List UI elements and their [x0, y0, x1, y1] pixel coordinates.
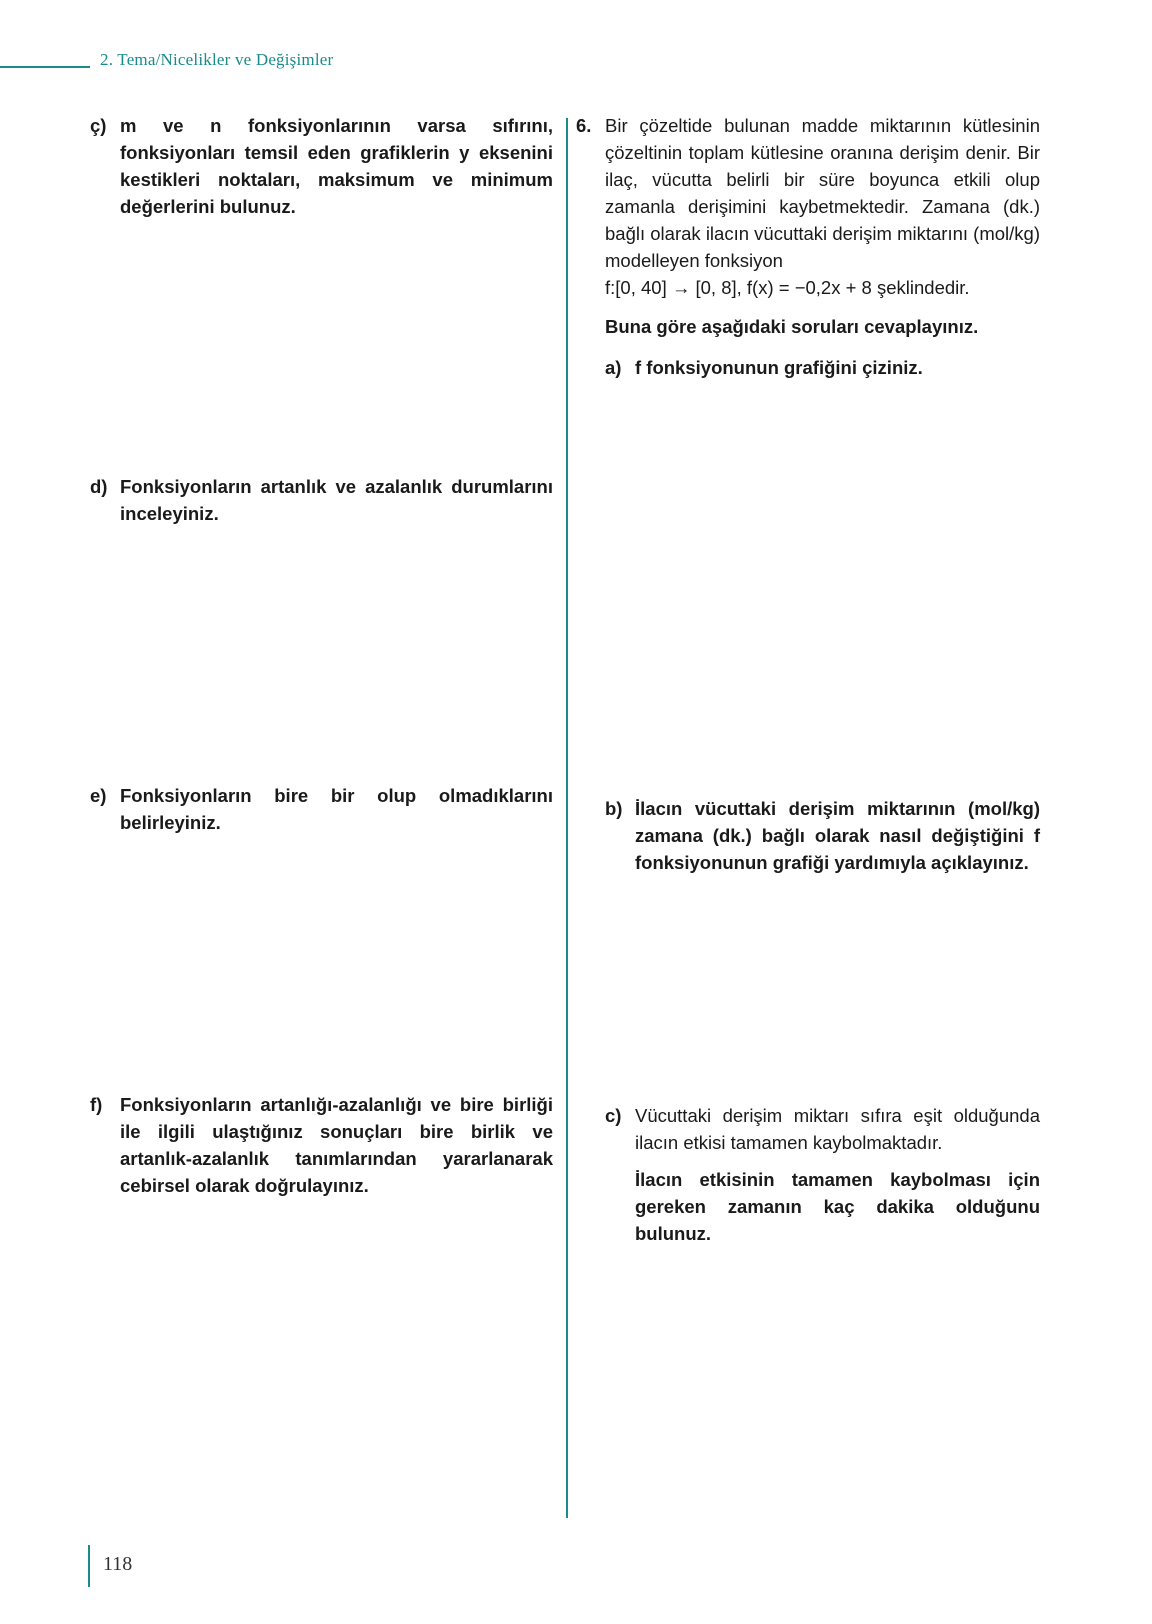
item-question: İlacın etkisinin tamamen kaybolması için gereken zamanın kaç dakika olduğunu bulunuz.: [635, 1169, 1040, 1244]
item-label: a): [605, 357, 622, 378]
question-6: [576, 112, 1040, 381]
chapter-header: 2. Tema/Nicelikler ve Değişimler: [100, 50, 334, 69]
item-label: e): [90, 785, 107, 806]
page-number: 118: [103, 1553, 133, 1575]
item-text: Fonksiyonların artanlık ve azalanlık durumlarını inceleyiniz.: [120, 476, 553, 524]
item-text: Fonksiyonların artanlığı-azalanlığı ve bire birliği ile ilgili ulaştığınız sonuçları bire birlik ve artanlık-azalanlık tanımlarından yararlanarak cebirsel olarak doğrulayınız.: [120, 1094, 553, 1196]
formula: f:[0, 40] → [0, 8], f(x) = −0,2x + 8: [605, 277, 872, 298]
question-number: 6.: [576, 115, 592, 136]
item-text: f fonksiyonunun grafiğini çiziniz.: [635, 357, 923, 378]
item-label: c): [605, 1105, 622, 1126]
item-label: ç): [90, 115, 107, 136]
function-definition: [605, 274, 1040, 301]
item-label: b): [605, 798, 623, 819]
item-text: İlacın vücuttaki derişim miktarının (mol/kg) zamana (dk.) bağlı olarak nasıl değiştiğini f fonksiyonunun grafiği yardımıyla açıklayınız.: [635, 798, 1040, 873]
question-6a: [605, 354, 1040, 381]
question-intro: Bir çözeltide bulunan madde miktarının kütlesinin çözeltinin toplam kütlesine oranına derişim denir. Bir ilaç, vücutta belirli bir süre boyunca etkili olup zamanla derişimini kaybetmektedir. Zamana (dk.) bağlı olarak ilacın vücuttaki derişim miktarını (mol/kg) modelleyen fonksiyon: [605, 115, 1040, 271]
formula-suffix: şeklindedir.: [876, 277, 970, 298]
item-label: d): [90, 476, 108, 497]
item-text: m ve n fonksiyonlarının varsa sıfırını, fonksiyonları temsil eden grafiklerin y eksenini kestikleri noktaları, maksimum ve minimum değerlerini bulunuz.: [120, 115, 553, 217]
item-text: Fonksiyonların bire bir olup olmadıklarını belirleyiniz.: [120, 785, 553, 833]
footer-rule: [88, 1545, 90, 1587]
question-e: [90, 782, 553, 836]
question-6c: [605, 1102, 1040, 1247]
column-divider: [566, 118, 568, 1518]
instruction: Buna göre aşağıdaki soruları cevaplayınız.: [605, 316, 979, 337]
question-c-cedilla: [90, 112, 553, 220]
question-f: [90, 1091, 553, 1199]
item-label: f): [90, 1094, 103, 1115]
question-6b: [605, 795, 1040, 876]
item-text: Vücuttaki derişim miktarı sıfıra eşit olduğunda ilacın etkisi tamamen kaybolmaktadır.: [635, 1105, 1040, 1153]
question-d: [90, 473, 553, 527]
header-rule: [0, 66, 90, 68]
